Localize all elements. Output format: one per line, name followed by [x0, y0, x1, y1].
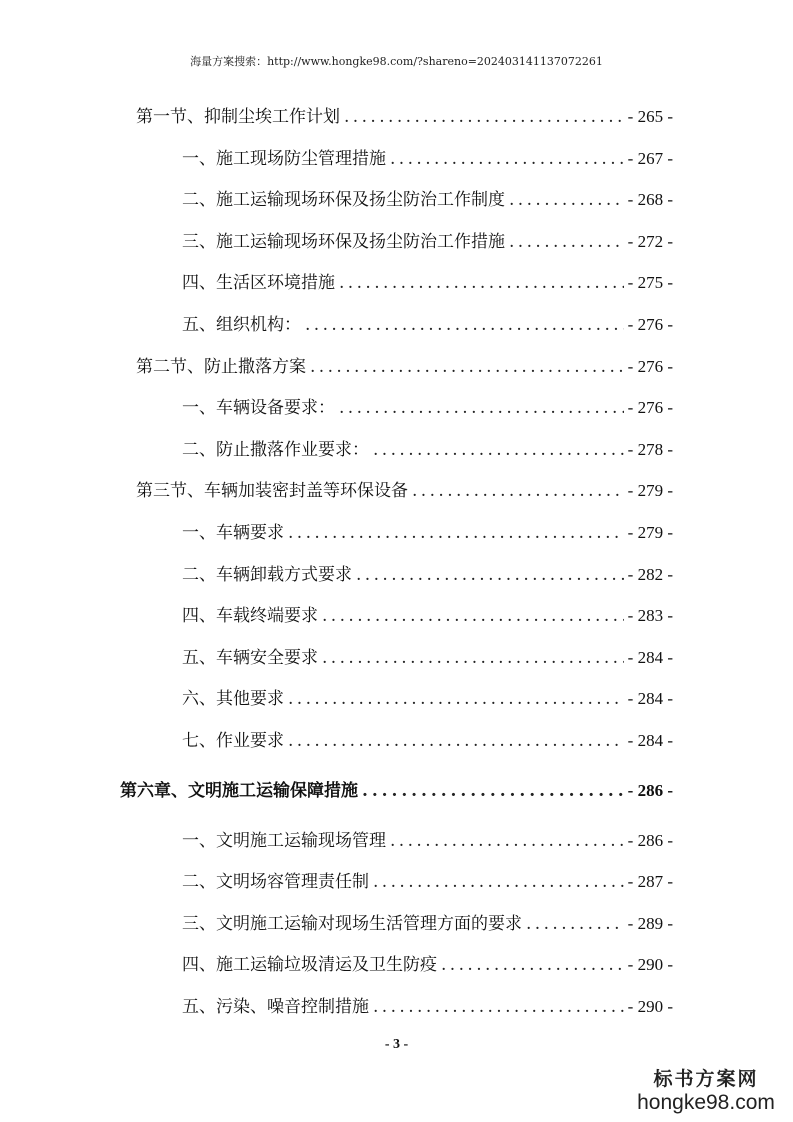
toc-entry-label: 三、文明施工运输对现场生活管理方面的要求: [182, 913, 522, 934]
watermark-url-text: hongke98.com: [637, 1091, 775, 1114]
toc-dot-leader: [362, 778, 624, 804]
toc-subsection-entry[interactable]: [182, 603, 673, 629]
toc-entry-page-number: - 279 -: [627, 523, 673, 542]
toc-dot-leader: [344, 104, 624, 130]
toc-entry-label: 二、防止撒落作业要求：: [182, 439, 369, 460]
toc-entry-label: 七、作业要求: [182, 731, 284, 751]
watermark-logo: [631, 1068, 781, 1116]
toc-subsection-entry[interactable]: [182, 187, 673, 213]
toc-entry-page-number: - 289 -: [627, 913, 673, 933]
toc-section-entry[interactable]: [136, 478, 673, 504]
toc-entry-label: 四、生活区环境措施: [182, 273, 335, 294]
toc-dot-leader: [288, 520, 624, 546]
toc-entry-page-number: - 287 -: [627, 872, 673, 892]
toc-entry-page-number: - 286 -: [627, 780, 673, 800]
toc-entry-label: 第六章、文明施工运输保障措施: [120, 780, 358, 801]
toc-entry-label: 四、车载终端要求: [182, 606, 318, 627]
toc-dot-leader: [509, 229, 624, 255]
toc-entry-page-number: - 283 -: [627, 606, 673, 626]
toc-subsection-entry[interactable]: [182, 520, 673, 546]
toc-entry-page-number: - 279 -: [627, 481, 673, 501]
toc-dot-leader: [373, 437, 624, 463]
toc-entry-label: 五、污染、噪音控制措施: [182, 997, 369, 1017]
toc-entry-label: 四、施工运输垃圾清运及卫生防疫: [182, 955, 437, 976]
toc-entry-page-number: - 275 -: [627, 273, 673, 293]
toc-entry-label: 六、其他要求: [182, 689, 284, 710]
toc-entry-page-number: - 284 -: [627, 647, 673, 667]
toc-subsection-entry[interactable]: [182, 312, 673, 338]
toc-entry-page-number: - 265 -: [627, 107, 673, 126]
toc-entry-page-number: - 276 -: [627, 315, 673, 334]
toc-dot-leader: [288, 686, 624, 712]
toc-subsection-entry[interactable]: [182, 146, 673, 172]
toc-entry-label: 二、施工运输现场环保及扬尘防治工作制度: [182, 190, 505, 211]
toc-subsection-entry[interactable]: [182, 437, 673, 463]
toc-dot-leader: [373, 994, 624, 1020]
toc-subsection-entry[interactable]: [182, 229, 673, 255]
toc-dot-leader: [373, 869, 624, 895]
toc-subsection-entry[interactable]: [182, 686, 673, 712]
toc-dot-leader: [509, 187, 624, 213]
toc-entry-page-number: - 290 -: [627, 997, 673, 1016]
page-header-url: 海量方案搜索：http://www.hongke98.com/?shareno=202403141137072261: [190, 55, 603, 68]
toc-entry-label: 五、组织机构：: [182, 315, 301, 335]
toc-dot-leader: [390, 828, 624, 854]
toc-subsection-entry[interactable]: [182, 994, 673, 1020]
toc-entry-label: 一、车辆设备要求：: [182, 398, 335, 419]
toc-dot-leader: [339, 270, 624, 296]
watermark-chinese-text: 标书方案网: [653, 1068, 759, 1090]
toc-entry-page-number: - 267 -: [627, 148, 673, 168]
toc-subsection-entry[interactable]: [182, 645, 673, 671]
toc-entry-label: 第二节、防止撒落方案: [136, 356, 306, 377]
toc-entry-page-number: - 268 -: [627, 190, 673, 210]
toc-subsection-entry[interactable]: [182, 395, 673, 421]
toc-subsection-entry[interactable]: [182, 828, 673, 854]
toc-entry-page-number: - 276 -: [627, 398, 673, 418]
toc-entry-label: 五、车辆安全要求: [182, 647, 318, 668]
toc-entry-label: 三、施工运输现场环保及扬尘防治工作措施: [182, 231, 505, 252]
toc-dot-leader: [310, 354, 624, 380]
toc-entry-page-number: - 290 -: [627, 955, 673, 975]
toc-dot-leader: [356, 562, 624, 588]
toc-dot-leader: [288, 728, 624, 754]
toc-chapter-entry[interactable]: [120, 778, 673, 804]
toc-entry-page-number: - 284 -: [627, 689, 673, 709]
toc-subsection-entry[interactable]: [182, 952, 673, 978]
toc-dot-leader: [526, 911, 624, 937]
toc-dot-leader: [339, 395, 624, 421]
toc-subsection-entry[interactable]: [182, 869, 673, 895]
toc-subsection-entry[interactable]: [182, 728, 673, 754]
toc-dot-leader: [390, 146, 624, 172]
toc-entry-page-number: - 286 -: [627, 830, 673, 850]
toc-entry-label: 第一节、抑制尘埃工作计划: [136, 107, 340, 127]
toc-entry-label: 第三节、车辆加装密封盖等环保设备: [136, 481, 408, 502]
toc-subsection-entry[interactable]: [182, 911, 673, 937]
toc-section-entry[interactable]: [136, 354, 673, 380]
toc-entry-label: 一、车辆要求: [182, 523, 284, 543]
toc-dot-leader: [441, 952, 624, 978]
toc-entry-page-number: - 284 -: [627, 731, 673, 750]
toc-entry-page-number: - 272 -: [627, 231, 673, 251]
toc-dot-leader: [412, 478, 624, 504]
toc-dot-leader: [322, 645, 624, 671]
toc-entry-label: 一、施工现场防尘管理措施: [182, 148, 386, 169]
toc-entry-label: 一、文明施工运输现场管理: [182, 830, 386, 851]
toc-subsection-entry[interactable]: [182, 270, 673, 296]
toc-section-entry[interactable]: [136, 104, 673, 130]
toc-subsection-entry[interactable]: [182, 562, 673, 588]
toc-dot-leader: [305, 312, 624, 338]
toc-entry-label: 二、文明场容管理责任制: [182, 872, 369, 893]
toc-entry-page-number: - 278 -: [627, 439, 673, 459]
toc-entry-label: 二、车辆卸载方式要求: [182, 564, 352, 585]
page-number: - 3 -: [384, 1037, 409, 1052]
toc-entry-page-number: - 282 -: [627, 564, 673, 584]
toc-entry-page-number: - 276 -: [627, 356, 673, 376]
toc-dot-leader: [322, 603, 624, 629]
